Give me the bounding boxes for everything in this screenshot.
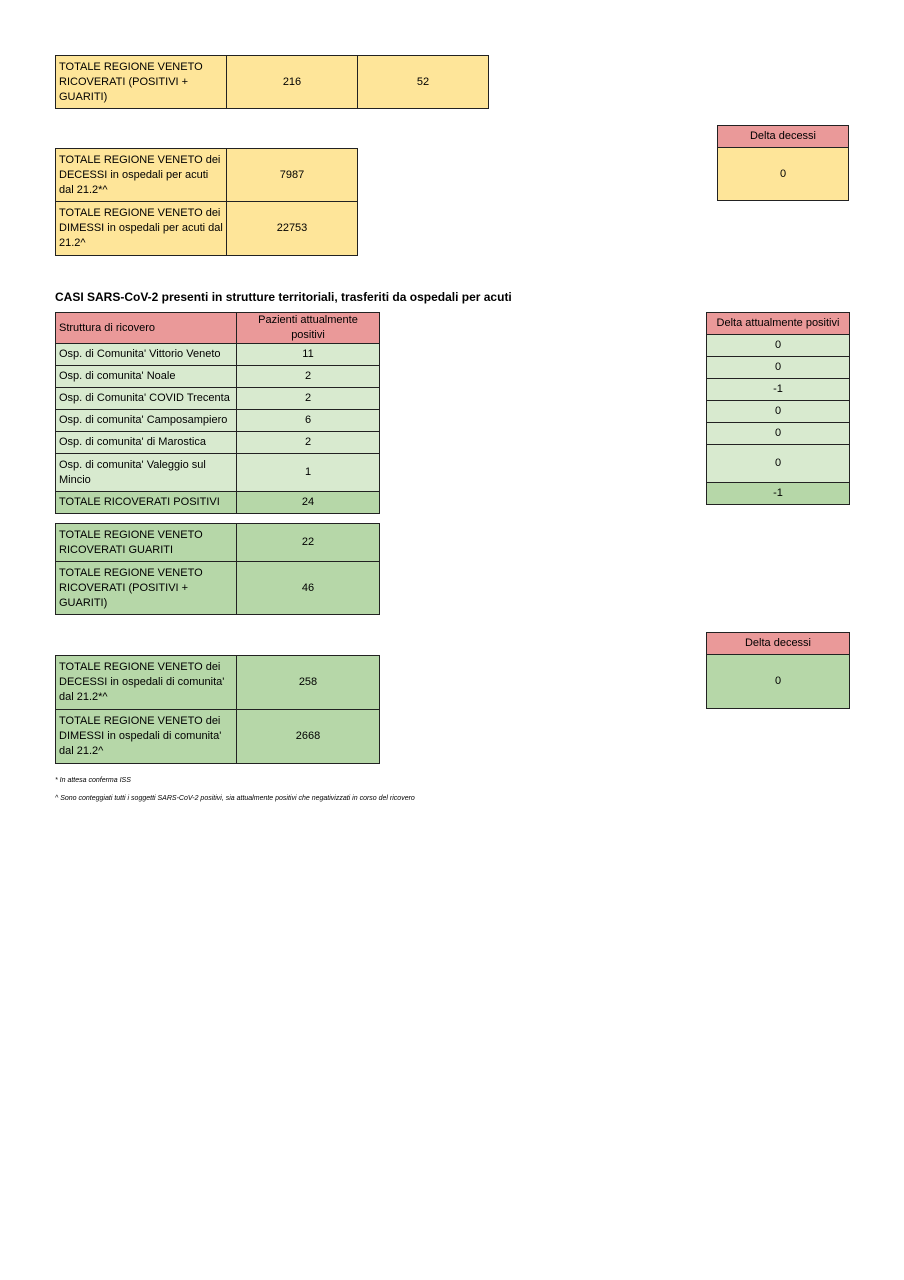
- community-dimessi-value: 2668: [237, 710, 380, 764]
- structures-col-header-name: Struttura di ricovero: [56, 313, 237, 344]
- structures-col-header-positivi: Pazienti attualmente positivi: [237, 313, 380, 344]
- footnote-conteggio: ^ Sono conteggiati tutti i soggetti SARS-CoV-2 positivi, sia attualmente positivi che negativizzati in corso del ricovero: [55, 795, 415, 802]
- structure-value: 2: [237, 388, 380, 410]
- delta-positivi-value: 0: [707, 445, 850, 483]
- community-delta-decessi-value: 0: [707, 655, 850, 709]
- structure-name: Osp. di comunita' Valeggio sul Mincio: [56, 454, 237, 492]
- community-decessi-label: TOTALE REGIONE VENETO dei DECESSI in ospedali di comunita' dal 21.2*^: [56, 656, 237, 710]
- table-row: [56, 410, 380, 432]
- structure-name: Osp. di comunita' Camposampiero: [56, 410, 237, 432]
- table-row: [56, 366, 380, 388]
- community-decessi-dimessi-table: [55, 655, 380, 764]
- total-row: [56, 492, 380, 514]
- acute-delta-decessi-table: [717, 125, 849, 201]
- structure-value: 6: [237, 410, 380, 432]
- community-dimessi-label: TOTALE REGIONE VENETO dei DIMESSI in ospedali di comunita' dal 21.2^: [56, 710, 237, 764]
- section-title: CASI SARS-CoV-2 presenti in strutture territoriali, trasferiti da ospedali per acuti: [55, 290, 512, 304]
- acute-delta-decessi-value: 0: [718, 148, 849, 201]
- acute-ricoverati-label: TOTALE REGIONE VENETO RICOVERATI (POSITIVI + GUARITI): [56, 56, 227, 109]
- acute-dimessi-value: 22753: [227, 202, 358, 256]
- community-delta-decessi-table: [706, 632, 850, 709]
- structure-value: 1: [237, 454, 380, 492]
- community-ricoverati-label: TOTALE REGIONE VENETO RICOVERATI (POSITIVI + GUARITI): [56, 562, 237, 615]
- community-delta-decessi-header: Delta decessi: [707, 633, 850, 655]
- community-guariti-table: [55, 523, 380, 615]
- structure-name: Osp. di Comunita' Vittorio Veneto: [56, 344, 237, 366]
- community-guariti-value: 22: [237, 524, 380, 562]
- community-decessi-value: 258: [237, 656, 380, 710]
- structure-value: 11: [237, 344, 380, 366]
- delta-positivi-header: Delta attualmente positivi: [707, 313, 850, 335]
- structures-total-value: 24: [237, 492, 380, 514]
- structure-name: Osp. di comunita' Noale: [56, 366, 237, 388]
- structure-value: 2: [237, 432, 380, 454]
- structure-name: Osp. di comunita' di Marostica: [56, 432, 237, 454]
- table-row: [707, 357, 850, 379]
- acute-delta-decessi-header: Delta decessi: [718, 126, 849, 148]
- acute-decessi-label: TOTALE REGIONE VENETO dei DECESSI in ospedali per acuti dal 21.2*^: [56, 149, 227, 202]
- table-row: [56, 344, 380, 366]
- acute-ricoverati-value-1: 216: [227, 56, 358, 109]
- table-row: [707, 379, 850, 401]
- delta-positivi-total: -1: [707, 483, 850, 505]
- table-row: [56, 454, 380, 492]
- acute-dimessi-label: TOTALE REGIONE VENETO dei DIMESSI in ospedali per acuti dal 21.2^: [56, 202, 227, 256]
- acute-decessi-dimessi-table: [55, 148, 358, 256]
- delta-positivi-value: 0: [707, 401, 850, 423]
- structures-table: [55, 312, 380, 514]
- footnote-iss: * In attesa conferma ISS: [55, 777, 131, 784]
- total-row: [707, 483, 850, 505]
- table-row: [707, 335, 850, 357]
- table-row: [707, 401, 850, 423]
- delta-positivi-value: 0: [707, 423, 850, 445]
- structure-name: Osp. di Comunita' COVID Trecenta: [56, 388, 237, 410]
- community-ricoverati-value: 46: [237, 562, 380, 615]
- table-row: [707, 423, 850, 445]
- structures-total-label: TOTALE RICOVERATI POSITIVI: [56, 492, 237, 514]
- acute-decessi-value: 7987: [227, 149, 358, 202]
- delta-positivi-value: -1: [707, 379, 850, 401]
- acute-ricoverati-table: [55, 55, 489, 109]
- table-row: [707, 445, 850, 483]
- acute-ricoverati-value-2: 52: [358, 56, 489, 109]
- delta-positivi-table: [706, 312, 850, 505]
- delta-positivi-value: 0: [707, 357, 850, 379]
- table-row: [56, 432, 380, 454]
- structure-value: 2: [237, 366, 380, 388]
- community-guariti-label: TOTALE REGIONE VENETO RICOVERATI GUARITI: [56, 524, 237, 562]
- delta-positivi-value: 0: [707, 335, 850, 357]
- table-row: [56, 388, 380, 410]
